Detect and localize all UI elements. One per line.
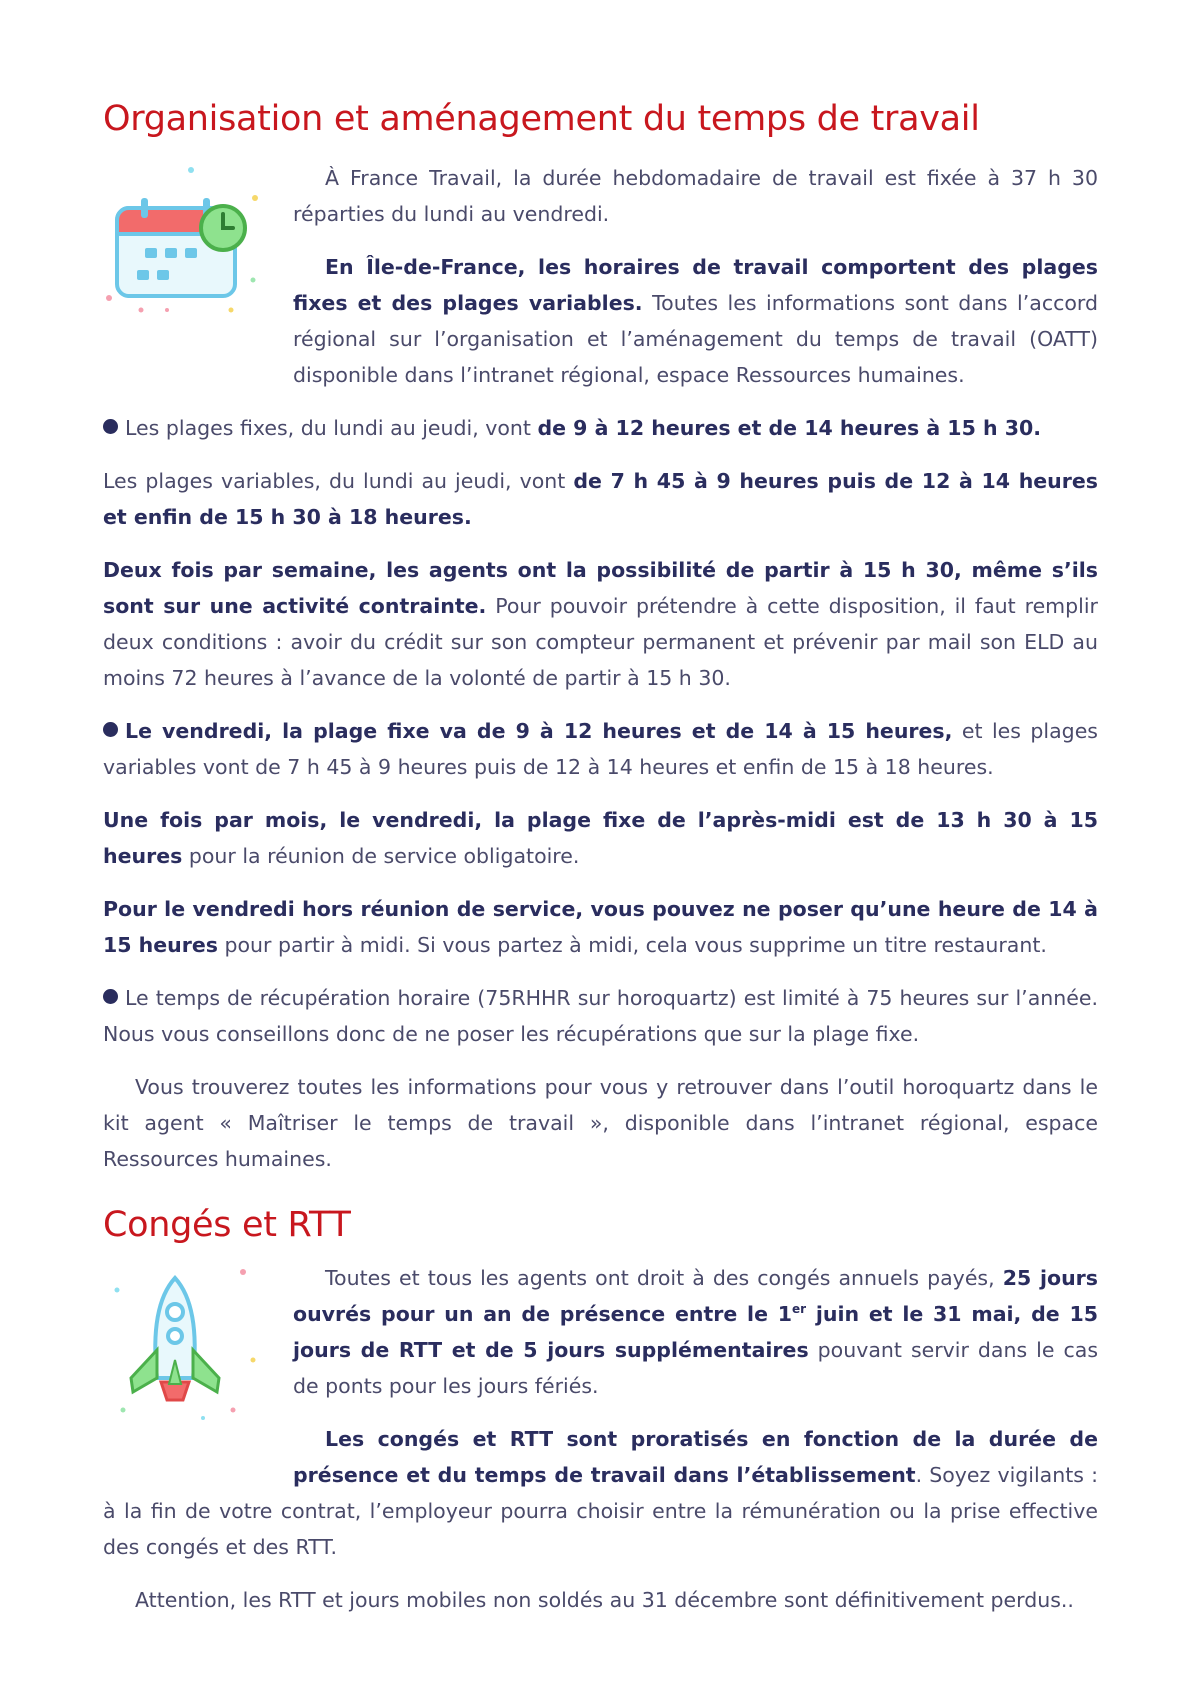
page: [103, 88, 1098, 1635]
text-horaires-idf: Toutes les informations sont dans l’accord régional sur l’organisation et l’aménagement du temps de travail (OATT) disponible dans l’intranet régional, espace Ressources humaines.: [293, 291, 1098, 387]
text-conges-annuels: Toutes et tous les agents ont droit à des congés annuels payés,: [325, 1266, 1003, 1290]
bullet-icon: [103, 989, 118, 1004]
text-plages-variables: Les plages variables, du lundi au jeudi, vont: [103, 469, 574, 493]
text-deux-fois: Pour pouvoir prétendre à cette disposition, il faut remplir deux conditions : avoir du crédit sur son compteur permanent et prévenir par mail son ELD au moins 72 heures à l’avance de la volonté de partir à 15 h 30.: [103, 594, 1098, 690]
bold-plages-variables: de 7 h 45 à 9 heures puis de 12 à 14 heures et enfin de 15 h 30 à 18 heures.: [103, 469, 1098, 529]
paragraph-vendredi: [103, 713, 1098, 785]
bullet-icon: [103, 419, 118, 434]
bullet-icon: [103, 722, 118, 737]
section1-intro: [103, 160, 1098, 393]
section-title-temps-de-travail: Organisation et aménagement du temps de travail: [103, 99, 980, 139]
paragraph-deux-fois: [103, 552, 1098, 696]
superscript-er: er: [792, 1302, 807, 1317]
paragraph-plages-fixes: [103, 410, 1098, 446]
rocket-icon: [103, 1260, 293, 1460]
paragraph-duree-hebdo: À France Travail, la durée hebdomadaire de travail est fixée à 37 h 30 réparties du lundi au vendredi.: [293, 166, 1098, 226]
paragraph-horoquartz: Vous trouverez toutes les informations pour vous y retrouver dans l’outil horoquartz dans le kit agent « Maîtriser le temps de travail », disponible dans l’intranet régional, espace Ressources humaines.: [103, 1075, 1098, 1171]
text-recuperation: Le temps de récupération horaire (75RHHR sur horoquartz) est limité à 75 heures sur l’année. Nous vous conseillons donc de ne poser les récupérations que sur la plage fixe.: [103, 986, 1098, 1046]
section2-intro: [103, 1260, 1098, 1565]
bold-hors-reunion: Pour le vendredi hors réunion de service, vous pouvez ne poser qu’une heure de 14 à 15 heures: [103, 897, 1098, 957]
paragraph-une-fois-par-mois: [103, 802, 1098, 874]
calendar-clock-icon: [103, 160, 293, 360]
text-hors-reunion: pour partir à midi. Si vous partez à midi, cela vous supprime un titre restaurant.: [217, 933, 1047, 957]
paragraph-hors-reunion: [103, 891, 1098, 963]
text-une-fois: pour la réunion de service obligatoire.: [182, 844, 580, 868]
text-vendredi: et les plages variables vont de 7 h 45 à 9 heures puis de 12 à 14 heures et enfin de 15 à 18 heures.: [103, 719, 1098, 779]
paragraph-recuperation: [103, 980, 1098, 1052]
bold-proratises: Les congés et RTT sont proratisés en fonction de la durée de présence et du temps de travail dans l’établissement: [293, 1427, 1098, 1487]
bold-conges-a: 25 jours ouvrés pour un an de présence entre le 1: [293, 1266, 1098, 1326]
bold-conges-b: juin et le 31 mai, de 15 jours de RTT et de 5 jours supplémentaires: [293, 1302, 1098, 1362]
paragraph-plages-variables: [103, 463, 1098, 535]
text-conges-b: pouvant servir dans le cas de ponts pour les jours fériés.: [293, 1338, 1098, 1398]
paragraph-attention: Attention, les RTT et jours mobiles non soldés au 31 décembre sont définitivement perdus..: [135, 1588, 1074, 1612]
section-title-conges: Congés et RTT: [103, 1205, 351, 1245]
bold-deux-fois: Deux fois par semaine, les agents ont la possibilité de partir à 15 h 30, même s’ils sont sur une activité contrainte.: [103, 558, 1098, 618]
bold-horaires-idf: En Île-de-France, les horaires de travail comportent des plages fixes et des plages variables.: [293, 255, 1098, 315]
text-proratises: . Soyez vigilants : à la fin de votre contrat, l’employeur pourra choisir entre la rémunération ou la prise effective des congés et des RTT.: [103, 1463, 1098, 1559]
bold-plages-fixes: de 9 à 12 heures et de 14 heures à 15 h 30.: [537, 416, 1042, 440]
text-plages-fixes: Les plages fixes, du lundi au jeudi, vont: [125, 416, 538, 440]
bold-vendredi: Le vendredi, la plage fixe va de 9 à 12 heures et de 14 à 15 heures,: [125, 719, 953, 743]
bold-une-fois: Une fois par mois, le vendredi, la plage fixe de l’après-midi est de 13 h 30 à 15 heures: [103, 808, 1098, 868]
